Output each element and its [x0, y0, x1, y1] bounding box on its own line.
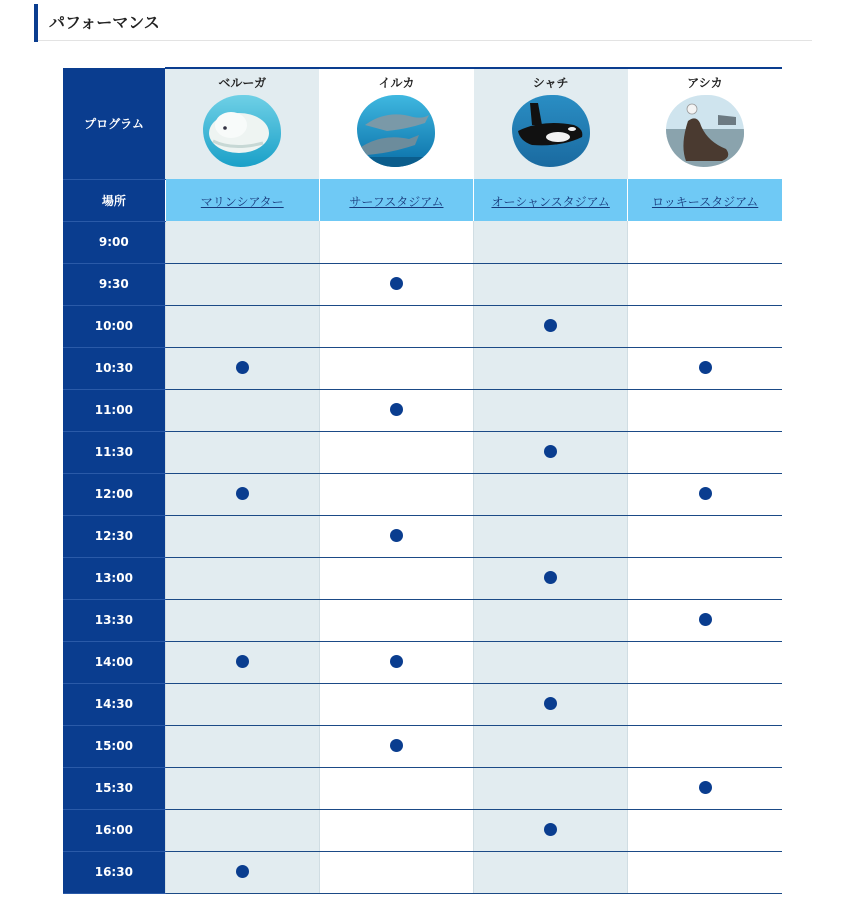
showtime-dot	[236, 655, 249, 668]
schedule-cell	[319, 515, 473, 557]
showtime-dot	[236, 487, 249, 500]
dolphin-photo	[357, 95, 435, 167]
orca-photo	[512, 95, 590, 167]
schedule-cell	[165, 431, 319, 473]
time-label: 12:30	[63, 515, 165, 557]
program-orca	[474, 68, 628, 179]
place-header: 場所	[63, 179, 165, 221]
time-row	[63, 641, 782, 683]
time-label: 14:00	[63, 641, 165, 683]
schedule-cell	[319, 641, 473, 683]
program-sea-lion	[628, 68, 782, 179]
place-link-marine-theater[interactable]: マリンシアター	[200, 194, 284, 209]
schedule-cell	[165, 263, 319, 305]
schedule-cell	[165, 347, 319, 389]
showtime-dot	[699, 487, 712, 500]
schedule-cell	[319, 263, 473, 305]
time-row	[63, 473, 782, 515]
time-label: 13:30	[63, 599, 165, 641]
place-row	[63, 179, 782, 221]
schedule-cell	[165, 641, 319, 683]
time-label: 10:30	[63, 347, 165, 389]
showtime-dot	[390, 403, 403, 416]
schedule-cell	[474, 473, 628, 515]
program-name: ベルーガ	[218, 76, 267, 90]
place-cell	[165, 179, 319, 221]
showtime-dot	[699, 781, 712, 794]
showtime-dot	[544, 319, 557, 332]
schedule-cell	[165, 725, 319, 767]
schedule-cell	[165, 683, 319, 725]
time-row	[63, 599, 782, 641]
time-row	[63, 809, 782, 851]
time-row	[63, 389, 782, 431]
schedule-cell	[165, 599, 319, 641]
schedule-cell	[628, 683, 782, 725]
schedule-cell	[474, 683, 628, 725]
schedule-cell	[319, 473, 473, 515]
schedule-cell	[165, 767, 319, 809]
time-label: 14:30	[63, 683, 165, 725]
schedule-cell	[319, 305, 473, 347]
time-row	[63, 683, 782, 725]
schedule-cell	[628, 809, 782, 851]
schedule-cell	[628, 599, 782, 641]
schedule-cell	[474, 557, 628, 599]
showtime-dot	[390, 739, 403, 752]
schedule-cell	[474, 599, 628, 641]
schedule-cell	[474, 221, 628, 263]
schedule-cell	[474, 515, 628, 557]
time-label: 12:00	[63, 473, 165, 515]
program-name: アシカ	[687, 76, 723, 90]
section-title: パフォーマンス	[49, 13, 160, 32]
schedule-cell	[628, 767, 782, 809]
time-row	[63, 347, 782, 389]
schedule-cell	[319, 725, 473, 767]
time-row	[63, 725, 782, 767]
time-label: 11:30	[63, 431, 165, 473]
showtime-dot	[544, 445, 557, 458]
showtime-dot	[390, 277, 403, 290]
schedule-cell	[474, 263, 628, 305]
place-cell	[474, 179, 628, 221]
schedule-cell	[165, 221, 319, 263]
showtime-dot	[390, 655, 403, 668]
schedule-cell	[319, 809, 473, 851]
time-label: 15:30	[63, 767, 165, 809]
schedule-cell	[628, 725, 782, 767]
program-header: プログラム	[63, 68, 165, 179]
program-name: イルカ	[378, 76, 415, 90]
schedule-cell	[474, 347, 628, 389]
schedule-cell	[319, 557, 473, 599]
section-header	[34, 4, 812, 41]
time-label: 9:30	[63, 263, 165, 305]
schedule-cell	[628, 305, 782, 347]
schedule-cell	[628, 515, 782, 557]
schedule-cell	[165, 515, 319, 557]
time-row	[63, 557, 782, 599]
schedule-cell	[165, 473, 319, 515]
schedule-cell	[165, 305, 319, 347]
time-row	[63, 767, 782, 809]
schedule-cell	[474, 851, 628, 893]
schedule-cell	[628, 851, 782, 893]
schedule-cell	[474, 809, 628, 851]
program-beluga	[165, 68, 319, 179]
program-name: シャチ	[532, 76, 569, 90]
time-label: 16:30	[63, 851, 165, 893]
schedule-cell	[628, 263, 782, 305]
schedule-cell	[319, 221, 473, 263]
sea-lion-photo	[666, 95, 744, 167]
showtime-dot	[236, 865, 249, 878]
time-row	[63, 305, 782, 347]
program-row	[63, 68, 782, 179]
time-label: 16:00	[63, 809, 165, 851]
program-dolphin	[319, 68, 473, 179]
schedule-cell	[319, 389, 473, 431]
schedule-cell	[319, 347, 473, 389]
time-row	[63, 431, 782, 473]
place-cell	[319, 179, 473, 221]
showtime-dot	[390, 529, 403, 542]
schedule-cell	[628, 473, 782, 515]
schedule-cell	[474, 641, 628, 683]
schedule-cell	[319, 767, 473, 809]
place-link-surf-stadium[interactable]: サーフスタジアム	[349, 194, 444, 209]
performance-schedule-table	[63, 67, 782, 894]
schedule-cell	[628, 641, 782, 683]
schedule-cell	[474, 305, 628, 347]
showtime-dot	[236, 361, 249, 374]
schedule-cell	[319, 851, 473, 893]
schedule-cell	[319, 683, 473, 725]
time-row	[63, 221, 782, 263]
schedule-cell	[474, 389, 628, 431]
time-row	[63, 851, 782, 893]
showtime-dot	[699, 613, 712, 626]
showtime-dot	[544, 823, 557, 836]
time-label: 13:00	[63, 557, 165, 599]
schedule-cell	[628, 389, 782, 431]
schedule-cell	[474, 767, 628, 809]
time-row	[63, 263, 782, 305]
showtime-dot	[544, 571, 557, 584]
showtime-dot	[699, 361, 712, 374]
time-label: 9:00	[63, 221, 165, 263]
schedule-cell	[628, 221, 782, 263]
schedule-cell	[165, 389, 319, 431]
schedule-cell	[165, 809, 319, 851]
schedule-cell	[319, 599, 473, 641]
place-link-ocean-stadium[interactable]: オーシャンスタジアム	[491, 194, 610, 209]
schedule-cell	[628, 557, 782, 599]
time-label: 11:00	[63, 389, 165, 431]
schedule-cell	[319, 431, 473, 473]
schedule-cell	[474, 725, 628, 767]
section-accent-bar	[34, 4, 38, 42]
beluga-photo	[203, 95, 281, 167]
showtime-dot	[544, 697, 557, 710]
time-label: 10:00	[63, 305, 165, 347]
place-link-rocky-stadium[interactable]: ロッキースタジアム	[651, 194, 759, 209]
schedule-cell	[165, 851, 319, 893]
schedule-cell	[165, 557, 319, 599]
place-cell	[628, 179, 782, 221]
time-label: 15:00	[63, 725, 165, 767]
schedule-cell	[474, 431, 628, 473]
time-row	[63, 515, 782, 557]
schedule-cell	[628, 347, 782, 389]
schedule-cell	[628, 431, 782, 473]
